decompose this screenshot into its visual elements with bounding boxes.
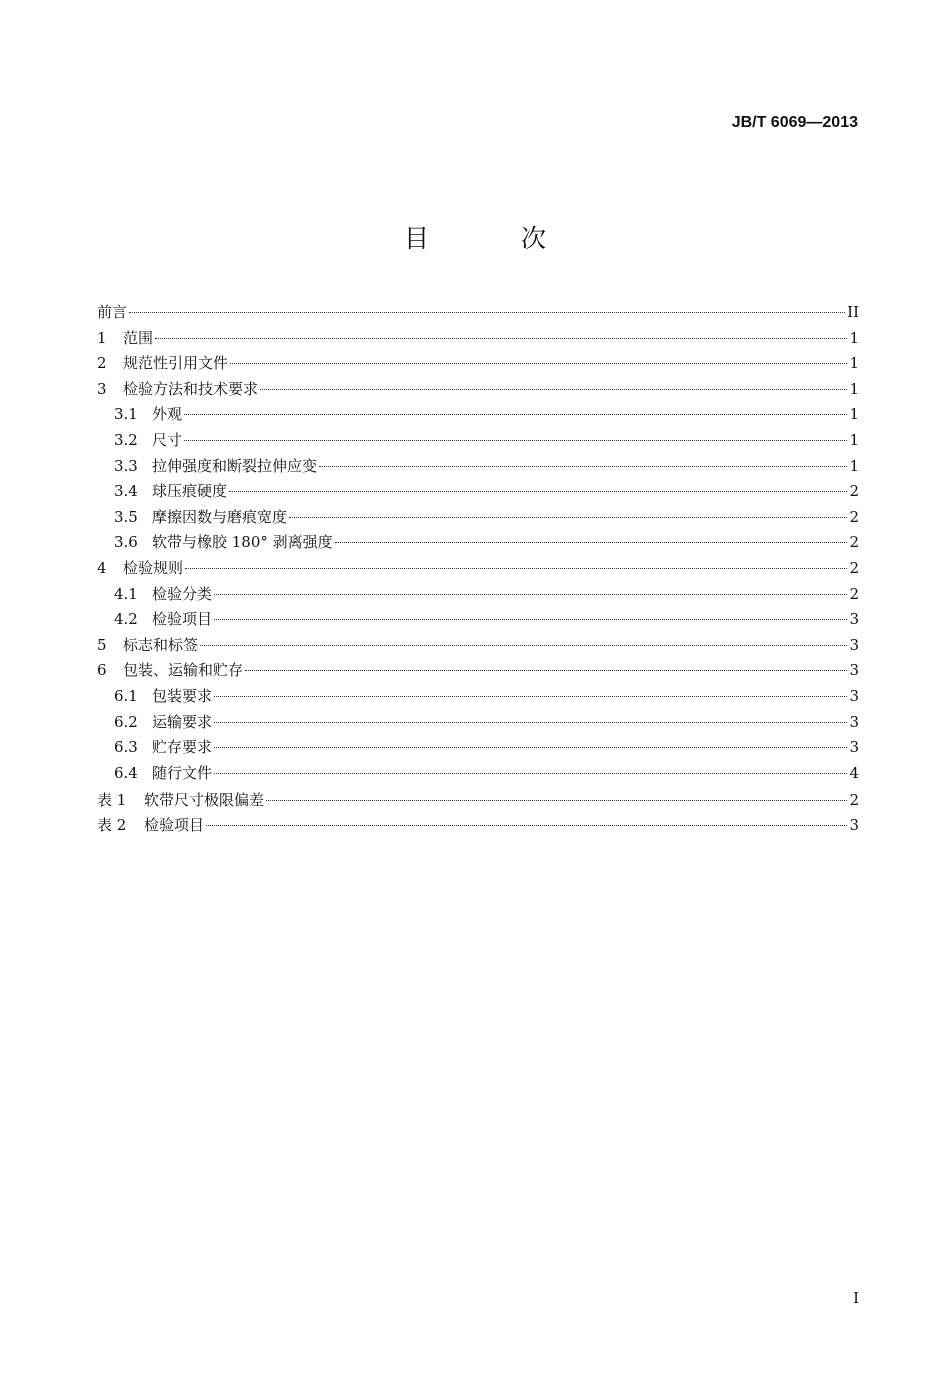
toc-entry-label: 软带与橡胶 180° 剥离强度 [152,533,333,552]
toc-entry-page: 3 [849,712,859,731]
page-title: 目 次 [404,224,588,253]
toc-entry-number: 1 [97,328,107,347]
toc-entry-label: 检验项目 [144,816,205,835]
toc-entry-label: 包装、运输和贮存 [123,661,244,680]
toc-entry-label: 拉伸强度和断裂拉伸应变 [152,456,318,475]
toc-entry-number: 3 [97,379,107,398]
dot-leader [229,491,847,492]
toc-entry-page: 3 [849,610,859,629]
toc-entry-page: 3 [849,661,859,680]
dot-leader [206,825,847,826]
toc-entry-label: 规范性引用文件 [123,354,229,373]
dot-leader [184,414,847,415]
toc-entry-label: 外观 [152,405,183,424]
toc-entry-number: 6.1 [114,686,138,705]
toc-entry-label: 检验分类 [152,584,213,603]
toc-entry-label: 球压痕硬度 [152,482,228,501]
toc-entry-number: 5 [97,635,107,654]
toc-entry-page: 2 [849,558,859,577]
toc-entry-page: 3 [849,635,859,654]
dot-leader [260,389,847,390]
toc-entry-page: II [847,303,859,321]
toc-entry-number: 2 [97,354,107,373]
standard-code: JB/T 6069—2013 [731,114,858,131]
toc-entry[interactable] [97,710,859,736]
toc-entry-page: 1 [849,379,859,398]
toc-entry-label: 尺寸 [152,430,183,449]
toc-entry-label: 贮存要求 [152,738,213,757]
toc-entry[interactable] [97,454,859,480]
dot-leader [184,440,847,441]
toc-entry[interactable] [97,684,859,710]
dot-leader [129,312,845,313]
toc-entry-label: 摩擦因数与磨痕宽度 [152,507,288,526]
toc-entry-page: 1 [849,456,859,475]
dot-leader [230,363,847,364]
toc-entry[interactable] [97,505,859,531]
toc-entry-label: 运输要求 [152,712,213,731]
toc-entry-page: 1 [849,354,859,373]
toc-entry-number: 表 1 [97,790,127,809]
page-number: I [853,1289,859,1307]
toc-entry-number: 3.1 [114,405,138,424]
toc-entry-number: 表 2 [97,816,127,835]
toc-entry-label: 检验项目 [152,610,213,629]
toc-entry[interactable] [97,658,859,684]
dot-leader [155,338,847,339]
toc-entry-label: 软带尺寸极限偏差 [144,790,265,809]
toc-entry[interactable] [97,788,859,814]
dot-leader [214,619,847,620]
toc-entry-page: 2 [849,507,859,526]
toc-entry[interactable] [97,300,859,326]
toc-entry-number: 3.5 [114,507,138,526]
toc-entry-page: 3 [849,738,859,757]
dot-leader [289,517,847,518]
dot-leader [214,747,847,748]
dot-leader [319,466,847,467]
toc-entry-number: 4.1 [114,584,138,603]
dot-leader [214,722,847,723]
toc-entry-page: 3 [849,686,859,705]
toc-entry-label: 随行文件 [152,763,213,782]
toc-entry-page: 1 [849,328,859,347]
toc-entry[interactable] [97,582,859,608]
toc-entry-number: 3.3 [114,456,138,475]
toc-entry[interactable] [97,479,859,505]
toc-entry[interactable] [97,530,859,556]
toc-entry[interactable] [97,402,859,428]
toc-entry[interactable] [97,633,859,659]
dot-leader [266,800,847,801]
toc-entry-label: 前言 [97,303,128,321]
toc-entry-number: 6.3 [114,738,138,757]
dot-leader [185,568,847,569]
toc-entry-number: 4 [97,558,107,577]
toc-entry-number: 3.6 [114,533,138,552]
toc-entry[interactable] [97,556,859,582]
toc-entry[interactable] [97,813,859,839]
toc-entry[interactable] [97,351,859,377]
toc-entry[interactable] [97,761,859,787]
dot-leader [245,670,847,671]
toc-entry-number: 6.4 [114,763,138,782]
toc-entry-label: 检验方法和技术要求 [123,379,259,398]
toc-entry-page: 1 [849,405,859,424]
toc-entry-page: 4 [849,763,859,782]
dot-leader [214,594,847,595]
toc-entry-page: 2 [849,790,859,809]
toc-entry-page: 2 [849,533,859,552]
toc-entry[interactable] [97,607,859,633]
toc-entry-label: 包装要求 [152,686,213,705]
toc-entry-label: 标志和标签 [123,635,199,654]
table-of-contents [97,300,859,839]
toc-entry-page: 3 [849,816,859,835]
toc-entry-number: 6 [97,661,107,680]
dot-leader [335,542,848,543]
toc-entry-page: 2 [849,482,859,501]
toc-entry[interactable] [97,326,859,352]
toc-entry-number: 4.2 [114,610,138,629]
toc-entry-label: 检验规则 [123,558,184,577]
toc-entry[interactable] [97,377,859,403]
dot-leader [214,696,847,697]
toc-entry[interactable] [97,428,859,454]
dot-leader [214,773,847,774]
toc-entry-number: 6.2 [114,712,138,731]
toc-entry-page: 2 [849,584,859,603]
toc-entry-number: 3.2 [114,430,138,449]
toc-entry-label: 范围 [123,328,154,347]
toc-entry-page: 1 [849,430,859,449]
toc-entry[interactable] [97,735,859,761]
dot-leader [200,645,847,646]
toc-entry-number: 3.4 [114,482,138,501]
